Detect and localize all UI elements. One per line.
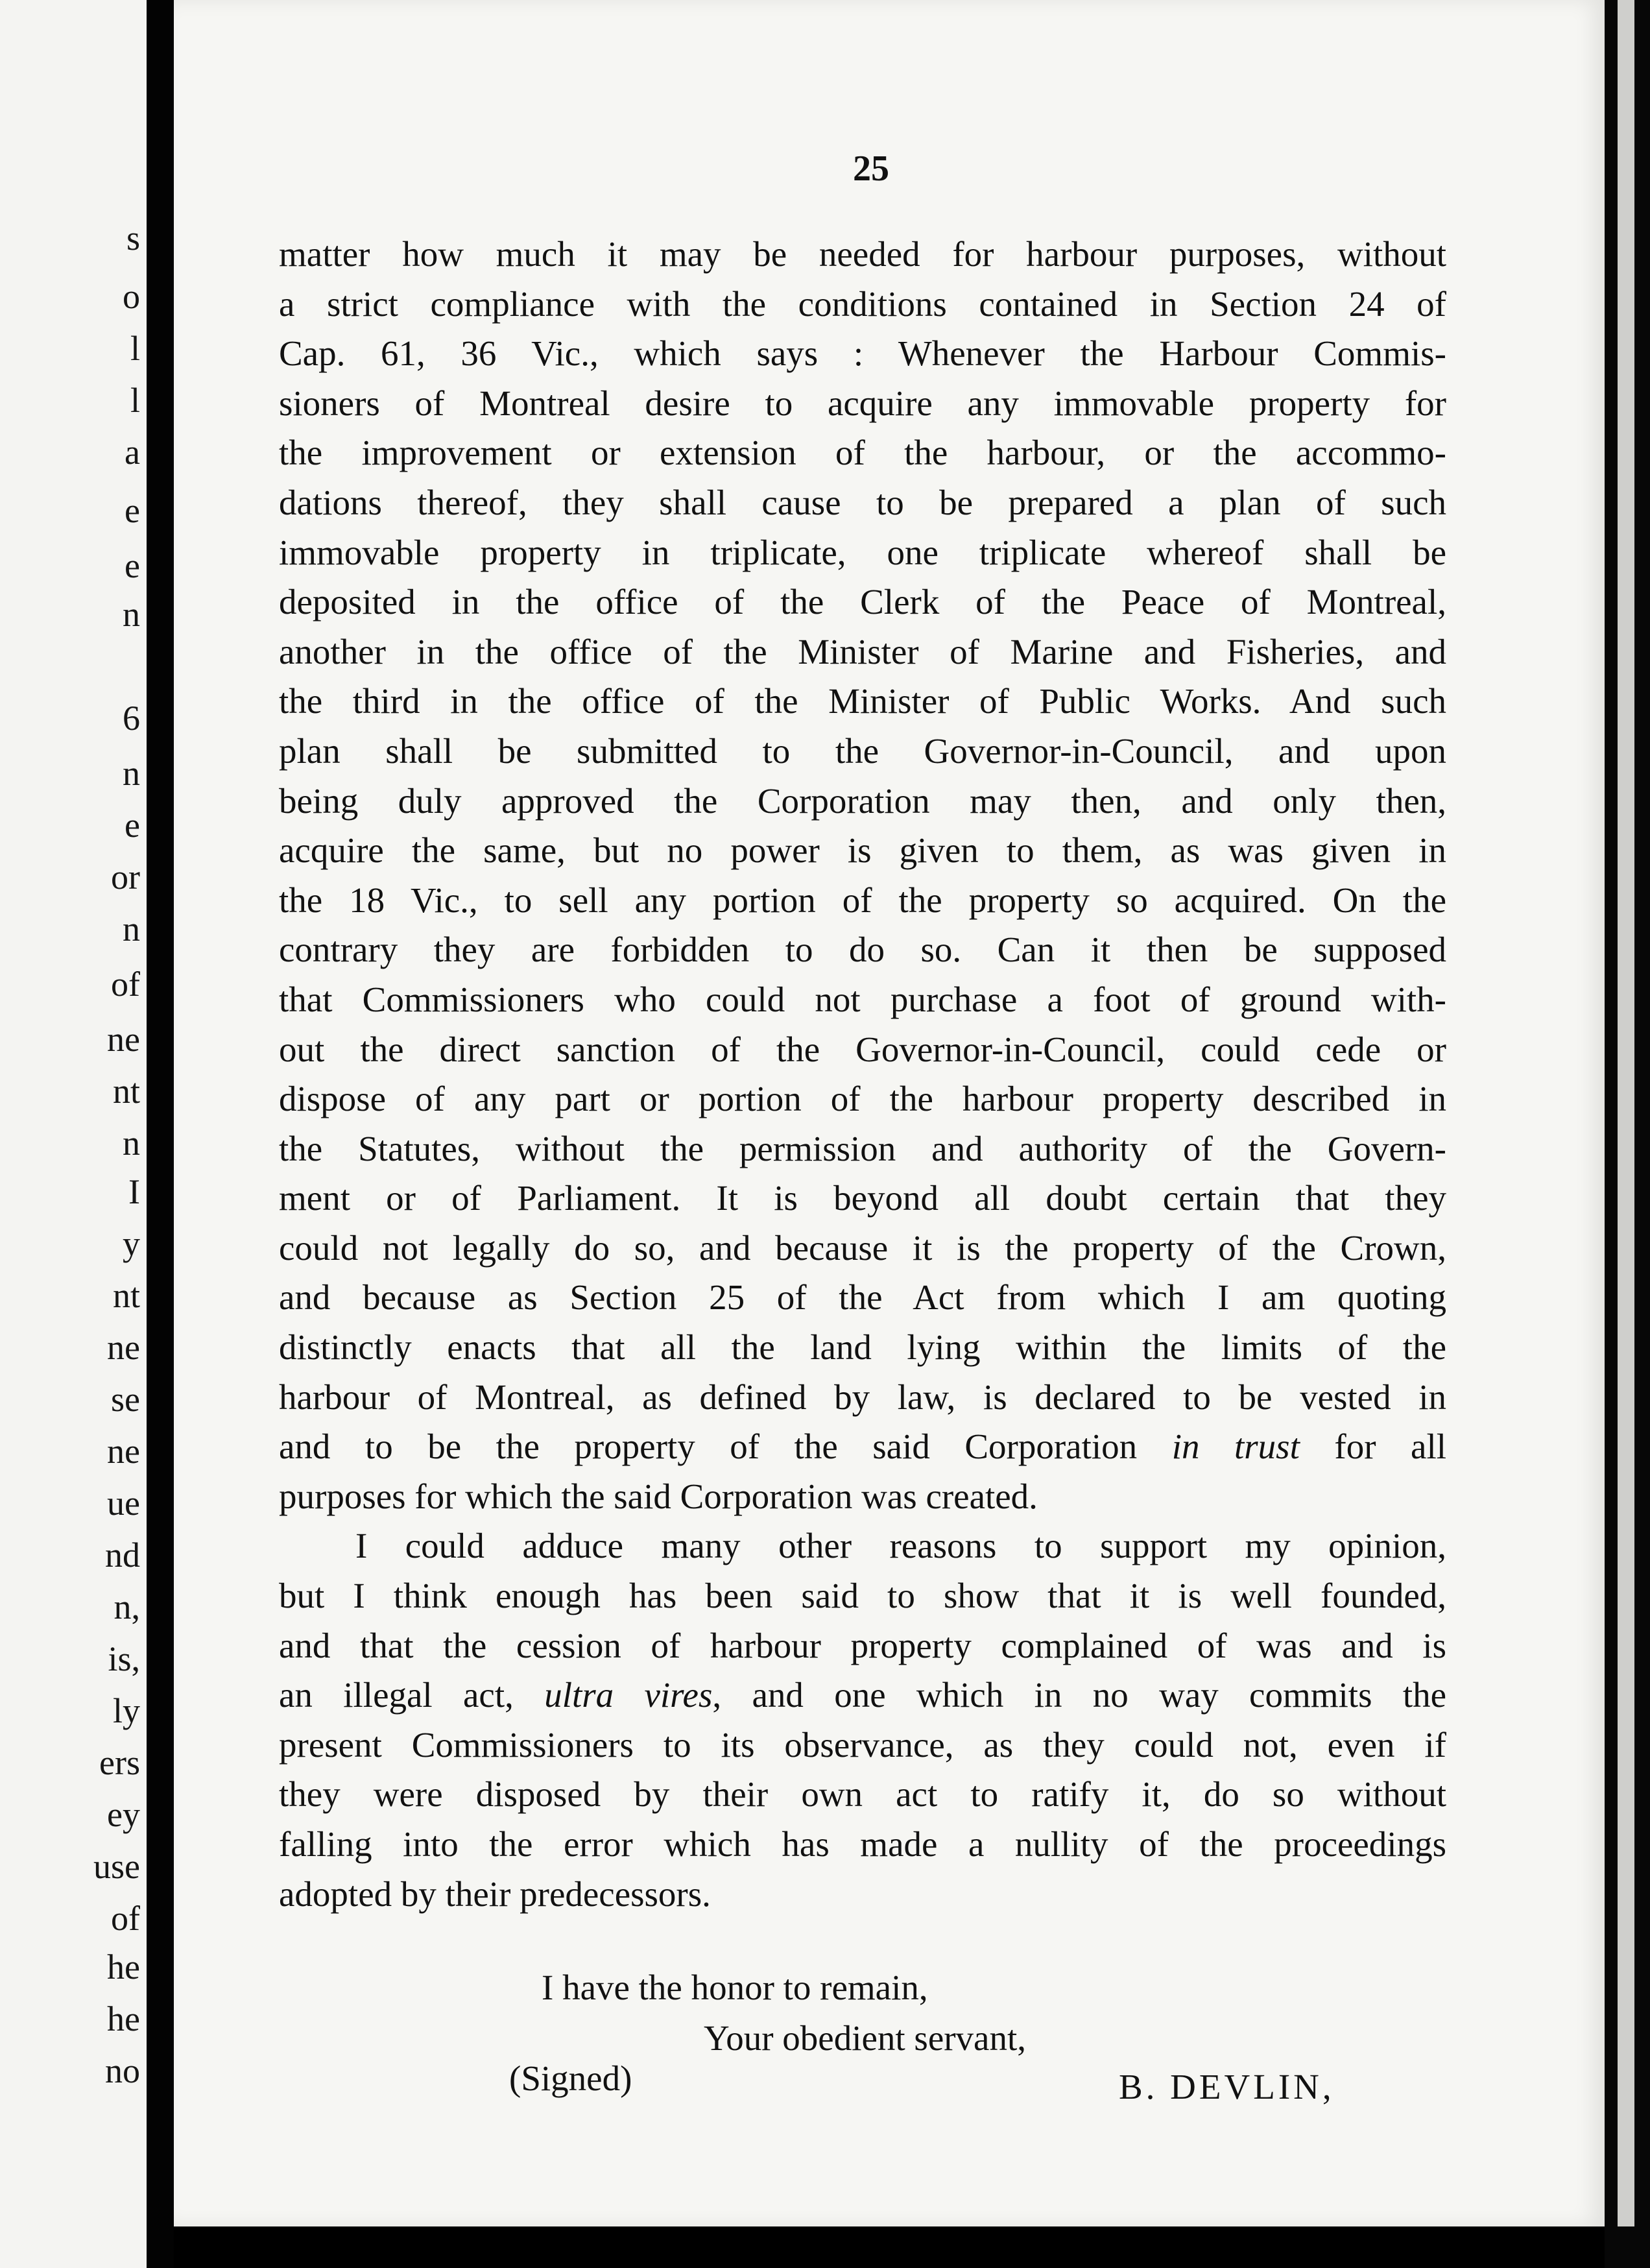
page-number: 25 bbox=[853, 149, 889, 189]
book-spine bbox=[147, 0, 174, 2268]
facing-page-fragment: n bbox=[123, 595, 140, 634]
facing-page-fragment: l bbox=[130, 381, 140, 420]
text-line: the improvement or extension of the harbour, or the accommo- bbox=[279, 433, 1446, 473]
facing-page-fragment: e bbox=[125, 806, 140, 845]
facing-page-fragment: is, bbox=[108, 1639, 140, 1678]
facing-page-fragment: nt bbox=[112, 1072, 140, 1111]
page-edge-right bbox=[1605, 0, 1650, 2268]
text-line: the third in the office of the Minister of Public Works. And such bbox=[279, 681, 1446, 721]
text-line: distinctly enacts that all the land lying within the limits of the bbox=[279, 1327, 1446, 1368]
text-line: a strict compliance with the conditions contained in Section 24 of bbox=[279, 284, 1446, 324]
facing-page-fragment: e bbox=[125, 491, 140, 530]
text-line: another in the office of the Minister of Marine and Fisheries, and bbox=[279, 631, 1446, 671]
text-line: the Statutes, without the permission and authority of the Govern- bbox=[279, 1128, 1446, 1168]
facing-page-fragment: n bbox=[123, 910, 140, 948]
facing-page-fragment: no bbox=[105, 2051, 140, 2090]
facing-page-fragment: a bbox=[125, 433, 140, 472]
text-line: purposes for which the said Corporation was created. bbox=[279, 1476, 1038, 1516]
text-line: that Commissioners who could not purchase a foot of ground with- bbox=[279, 979, 1446, 1019]
signature-name: B. DEVLIN, bbox=[1119, 2067, 1335, 2106]
facing-page-fragment: nd bbox=[105, 1536, 140, 1574]
text-line: I could adduce many other reasons to support my opinion, bbox=[355, 1526, 1446, 1566]
text-line: falling into the error which has made a nullity of the proceedings bbox=[279, 1824, 1446, 1864]
facing-page-fragment: ne bbox=[107, 1432, 140, 1471]
facing-page-fragment: o bbox=[123, 277, 140, 316]
facing-page-fragment: s bbox=[126, 219, 140, 258]
facing-page-edge bbox=[0, 0, 147, 2268]
facing-page-fragment: ne bbox=[107, 1328, 140, 1367]
page-edge-strip bbox=[1618, 0, 1634, 2226]
facing-page-fragment: of bbox=[111, 965, 140, 1004]
facing-page-fragment: 6 bbox=[123, 699, 140, 738]
text-line: and because as Section 25 of the Act from which I am quoting bbox=[279, 1277, 1446, 1318]
text-line: out the direct sanction of the Governor-in-Council, could cede or bbox=[279, 1029, 1446, 1069]
text-line: an illegal act, ultra vires, and one which in no way commits the bbox=[279, 1675, 1447, 1715]
facing-page-fragment: ne bbox=[107, 1020, 140, 1059]
text-line: could not legally do so, and because it is the property of the Crown, bbox=[279, 1227, 1446, 1268]
closing-servant: Your obedient servant, bbox=[704, 2018, 1026, 2058]
facing-page-fragment: he bbox=[107, 1948, 140, 1986]
facing-page-fragment: y bbox=[123, 1224, 140, 1263]
closing-remain: I have the honor to remain, bbox=[542, 1968, 928, 2007]
text-line: but I think enough has been said to show that it is well founded, bbox=[279, 1576, 1446, 1616]
text-line: adopted by their predecessors. bbox=[279, 1874, 711, 1914]
text-line: and to be the property of the said Corporation in trust for all bbox=[279, 1427, 1446, 1467]
text-line: the 18 Vic., to sell any portion of the property so acquired. On the bbox=[279, 880, 1446, 920]
text-line: and that the cession of harbour property complained of was and is bbox=[279, 1625, 1446, 1665]
text-line: dations thereof, they shall cause to be prepared a plan of such bbox=[279, 482, 1446, 522]
text-line: dispose of any part or portion of the harbour property described in bbox=[279, 1079, 1446, 1119]
signed-label: (Signed) bbox=[509, 2058, 632, 2098]
text-line: being duly approved the Corporation may then, and only then, bbox=[279, 780, 1446, 821]
facing-page-fragment: of bbox=[111, 1899, 140, 1938]
text-line: deposited in the office of the Clerk of the Peace of Montreal, bbox=[279, 582, 1446, 622]
letter-body bbox=[279, 230, 1446, 1919]
text-line: matter how much it may be needed for harbour purposes, without bbox=[279, 234, 1446, 274]
text-line: sioners of Montreal desire to acquire any immovable property for bbox=[279, 383, 1446, 423]
facing-page-fragment: use bbox=[93, 1847, 140, 1886]
facing-page-fragment: se bbox=[111, 1380, 140, 1419]
facing-page-fragment: he bbox=[107, 1999, 140, 2038]
text-line: harbour of Montreal, as defined by law, is declared to be vested in bbox=[279, 1377, 1446, 1417]
facing-page-fragment: ey bbox=[107, 1795, 140, 1834]
paragraph bbox=[279, 1720, 1446, 1870]
text-line: plan shall be submitted to the Governor-in-Council, and upon bbox=[279, 730, 1446, 771]
facing-page-fragment: I bbox=[128, 1172, 140, 1211]
text-line: they were disposed by their own act to ratify it, do so without bbox=[279, 1774, 1446, 1815]
facing-page-fragment: e bbox=[125, 546, 140, 585]
text-line: present Commissioners to its observance, as they could not, even if bbox=[279, 1724, 1446, 1765]
text-line: contrary they are forbidden to do so. Can it then be supposed bbox=[279, 930, 1446, 970]
italic-phrase: in trust bbox=[1171, 1427, 1300, 1467]
text-line: immovable property in triplicate, one triplicate whereof shall be bbox=[279, 532, 1446, 572]
paragraph-continued bbox=[279, 230, 1446, 1422]
facing-page-fragment: n bbox=[123, 754, 140, 793]
text-line: Cap. 61, 36 Vic., which says : Whenever the Harbour Commis- bbox=[279, 333, 1446, 374]
facing-page-fragment: ue bbox=[107, 1484, 140, 1523]
facing-page-fragment: n bbox=[123, 1124, 140, 1163]
text-line: acquire the same, but no power is given to them, as was given in bbox=[279, 830, 1446, 871]
facing-page-fragment: l bbox=[130, 329, 140, 368]
facing-page-fragment: ly bbox=[112, 1691, 140, 1730]
text-line: ment or of Parliament. It is beyond all doubt certain that they bbox=[279, 1178, 1446, 1218]
facing-page-fragment: n, bbox=[114, 1587, 140, 1626]
italic-phrase: ultra vires bbox=[544, 1675, 713, 1715]
facing-page-fragment: ers bbox=[99, 1743, 140, 1782]
facing-page-fragment: nt bbox=[112, 1276, 140, 1315]
facing-page-fragment: or bbox=[111, 858, 140, 897]
